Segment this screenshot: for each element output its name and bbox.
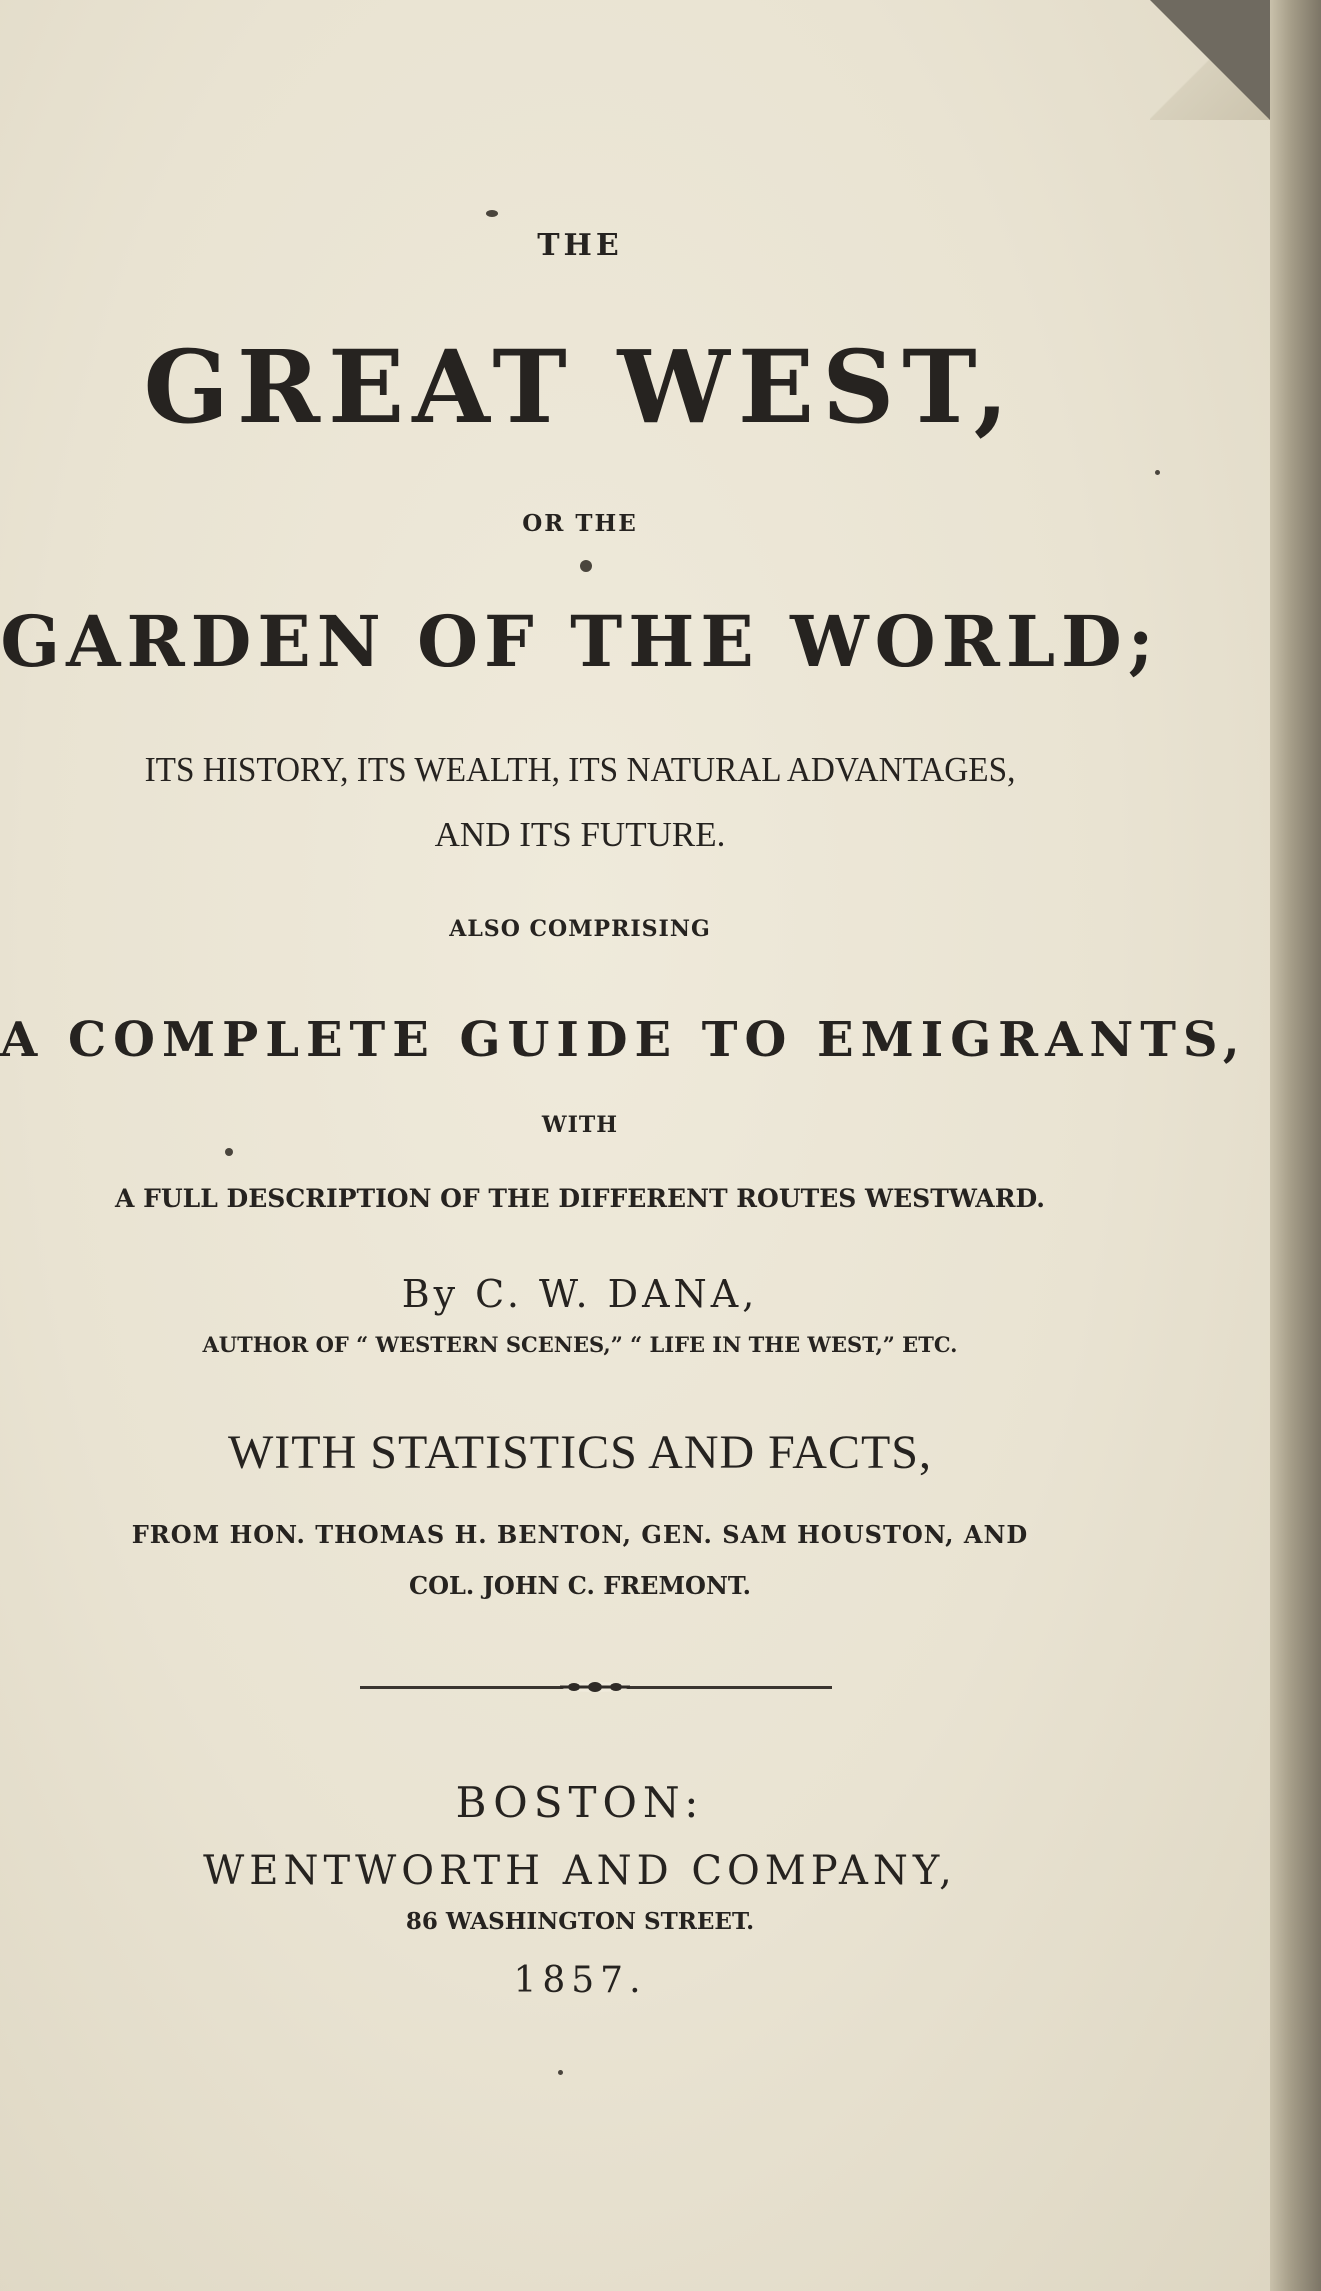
- also-comprising: ALSO COMPRISING: [449, 916, 711, 942]
- full-description: A FULL DESCRIPTION OF THE DIFFERENT ROUTES WESTWARD.: [115, 1184, 1045, 1213]
- guide-heading: A COMPLETE GUIDE TO EMIGRANTS,: [0, 1012, 1247, 1068]
- subtitle: GARDEN OF THE WORLD;: [0, 600, 1160, 683]
- city: BOSTON:: [455, 1778, 705, 1827]
- publisher: WENTWORTH AND COMPANY,: [203, 1848, 957, 1894]
- title-or-the: OR THE: [522, 510, 638, 537]
- paper-speck: [580, 560, 592, 572]
- paper-speck: [486, 210, 498, 217]
- paper-speck: [558, 2070, 563, 2075]
- page-edge: [1270, 0, 1321, 2291]
- with-text: WITH: [541, 1112, 619, 1138]
- author-byline: By C. W. DANA,: [401, 1272, 759, 1316]
- paper-speck: [225, 1148, 233, 1156]
- rule-ornament-icon: [560, 1678, 630, 1696]
- contributors-line-2: COL. JOHN C. FREMONT.: [408, 1571, 752, 1600]
- description-line-2: AND ITS FUTURE.: [434, 815, 726, 854]
- description-line-1: ITS HISTORY, ITS WEALTH, ITS NATURAL ADVANTAGES,: [144, 750, 1016, 789]
- contributors-line-1: FROM HON. THOMAS H. BENTON, GEN. SAM HOUSTON, AND: [131, 1520, 1029, 1549]
- statistics-heading: WITH STATISTICS AND FACTS,: [228, 1426, 932, 1479]
- paper-speck: [1155, 470, 1160, 475]
- publisher-address: 86 WASHINGTON STREET.: [405, 1908, 755, 1935]
- title-the: THE: [537, 228, 623, 263]
- author-credits: AUTHOR OF “ WESTERN SCENES,” “ LIFE IN THE WEST,” ETC.: [202, 1332, 958, 1357]
- publication-year: 1857.: [513, 1960, 647, 2001]
- main-title: GREAT WEST,: [143, 328, 1017, 446]
- corner-shadow: [1150, 0, 1270, 120]
